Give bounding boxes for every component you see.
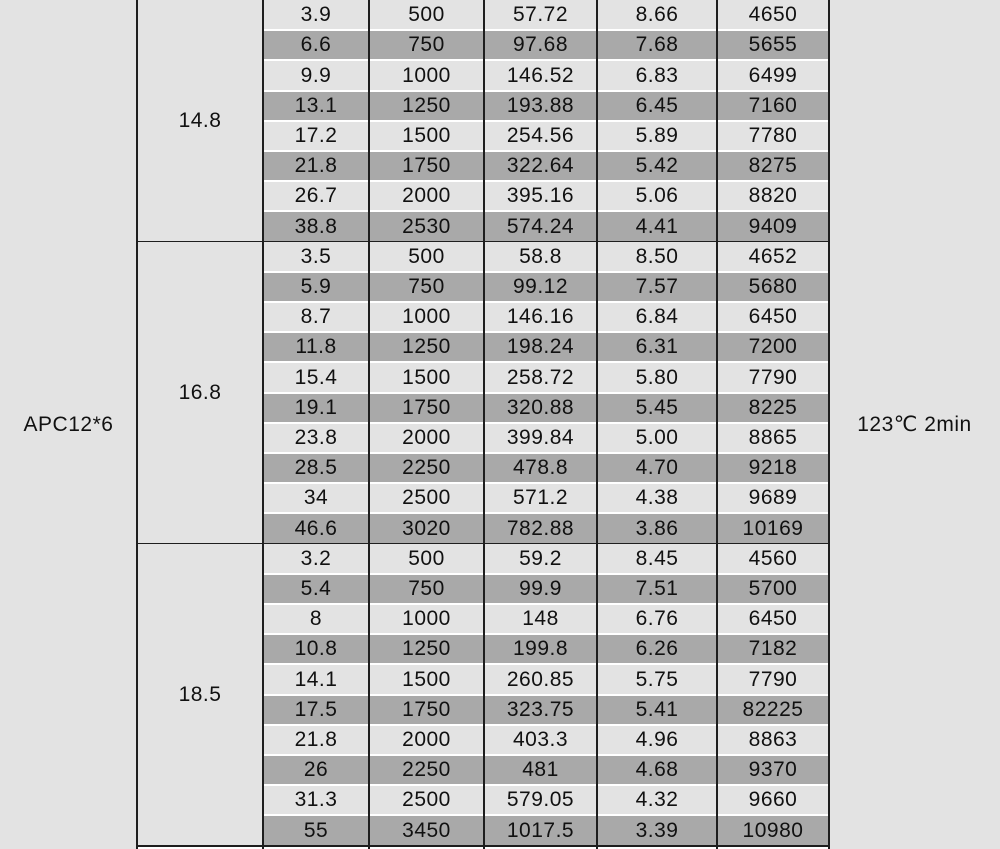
thrust-cell: 9660 <box>717 785 829 815</box>
column-divider <box>368 0 370 849</box>
row-divider <box>263 29 829 31</box>
efficiency-cell: 5.06 <box>597 181 717 211</box>
efficiency-cell: 8.45 <box>597 544 717 574</box>
efficiency-cell: 3.86 <box>597 513 717 544</box>
efficiency-cell: 6.31 <box>597 332 717 362</box>
power-cell: 99.9 <box>484 574 597 604</box>
thrust-cell: 5700 <box>717 574 829 604</box>
thrust-cell: 6450 <box>717 302 829 332</box>
thrust-cell: 5655 <box>717 30 829 60</box>
power-cell: 258.72 <box>484 362 597 393</box>
current-cell: 10.8 <box>263 634 369 664</box>
row-divider <box>263 361 829 363</box>
rpm-cell: 1000 <box>369 604 484 634</box>
rpm-cell: 1750 <box>369 695 484 725</box>
power-cell: 148 <box>484 604 597 634</box>
current-cell: 17.2 <box>263 121 369 151</box>
rpm-cell: 1000 <box>369 60 484 91</box>
efficiency-cell: 8.66 <box>597 0 717 30</box>
rpm-cell: 1750 <box>369 151 484 181</box>
thrust-cell: 8275 <box>717 151 829 181</box>
row-divider <box>263 512 829 514</box>
current-cell: 46.6 <box>263 513 369 544</box>
column-divider <box>828 0 830 849</box>
current-cell: 5.4 <box>263 574 369 604</box>
power-cell: 58.8 <box>484 242 597 272</box>
efficiency-cell: 4.32 <box>597 785 717 815</box>
thrust-cell: 9409 <box>717 211 829 242</box>
power-cell: 399.84 <box>484 423 597 453</box>
efficiency-cell: 5.41 <box>597 695 717 725</box>
thrust-cell: 7160 <box>717 91 829 121</box>
power-cell: 146.16 <box>484 302 597 332</box>
rpm-cell: 1500 <box>369 664 484 695</box>
thrust-cell: 10169 <box>717 513 829 544</box>
rpm-cell: 750 <box>369 272 484 302</box>
voltage-cell <box>137 242 263 544</box>
power-cell: 199.8 <box>484 634 597 664</box>
rpm-cell: 500 <box>369 242 484 272</box>
row-divider <box>263 392 829 394</box>
column-divider <box>262 0 264 849</box>
power-cell: 97.68 <box>484 30 597 60</box>
power-cell: 146.52 <box>484 60 597 91</box>
row-divider <box>263 754 829 756</box>
efficiency-cell: 5.45 <box>597 393 717 423</box>
current-cell: 3.2 <box>263 544 369 574</box>
condition-label: 123℃ 2min <box>857 413 972 436</box>
current-cell: 26 <box>263 755 369 785</box>
power-cell: 320.88 <box>484 393 597 423</box>
model-label: APC12*6 <box>23 412 114 436</box>
column-divider <box>716 0 718 849</box>
efficiency-cell: 5.80 <box>597 362 717 393</box>
row-divider <box>263 331 829 333</box>
power-cell: 322.64 <box>484 151 597 181</box>
efficiency-cell: 7.51 <box>597 574 717 604</box>
power-cell: 260.85 <box>484 664 597 695</box>
efficiency-cell: 6.45 <box>597 91 717 121</box>
rpm-cell: 1250 <box>369 332 484 362</box>
rpm-cell: 1000 <box>369 302 484 332</box>
row-divider <box>263 59 829 61</box>
power-cell: 99.12 <box>484 272 597 302</box>
current-cell: 21.8 <box>263 151 369 181</box>
voltage-cell <box>137 0 263 242</box>
row-divider <box>263 694 829 696</box>
rpm-cell: 1500 <box>369 121 484 151</box>
power-cell: 198.24 <box>484 332 597 362</box>
current-cell: 3.5 <box>263 242 369 272</box>
current-cell: 15.4 <box>263 362 369 393</box>
row-divider <box>263 573 829 575</box>
power-cell: 254.56 <box>484 121 597 151</box>
thrust-cell: 4650 <box>717 0 829 30</box>
efficiency-cell: 6.83 <box>597 60 717 91</box>
row-divider <box>263 814 829 816</box>
power-cell: 1017.5 <box>484 815 597 846</box>
row-divider <box>263 784 829 786</box>
current-cell: 8 <box>263 604 369 634</box>
row-divider <box>263 271 829 273</box>
power-cell: 323.75 <box>484 695 597 725</box>
rpm-cell: 500 <box>369 0 484 30</box>
thrust-cell: 6450 <box>717 604 829 634</box>
rpm-cell: 2000 <box>369 423 484 453</box>
column-divider <box>483 0 485 849</box>
power-cell: 193.88 <box>484 91 597 121</box>
efficiency-cell: 5.89 <box>597 121 717 151</box>
current-cell: 5.9 <box>263 272 369 302</box>
current-cell: 11.8 <box>263 332 369 362</box>
current-cell: 28.5 <box>263 453 369 483</box>
current-cell: 8.7 <box>263 302 369 332</box>
column-divider <box>596 0 598 849</box>
row-divider <box>263 452 829 454</box>
efficiency-cell: 7.68 <box>597 30 717 60</box>
efficiency-cell: 4.41 <box>597 211 717 242</box>
rpm-cell: 1750 <box>369 393 484 423</box>
rpm-cell: 1250 <box>369 634 484 664</box>
efficiency-cell: 7.57 <box>597 272 717 302</box>
efficiency-cell: 5.75 <box>597 664 717 695</box>
efficiency-cell: 4.96 <box>597 725 717 755</box>
thrust-cell: 10980 <box>717 815 829 846</box>
power-cell: 571.2 <box>484 483 597 513</box>
rpm-cell: 750 <box>369 30 484 60</box>
rpm-cell: 2250 <box>369 755 484 785</box>
row-divider <box>263 633 829 635</box>
efficiency-cell: 4.68 <box>597 755 717 785</box>
current-cell: 55 <box>263 815 369 846</box>
voltage-label: 18.5 <box>178 683 222 706</box>
voltage-cell <box>137 544 263 846</box>
row-divider <box>263 150 829 152</box>
power-cell: 59.2 <box>484 544 597 574</box>
power-cell: 57.72 <box>484 0 597 30</box>
power-cell: 579.05 <box>484 785 597 815</box>
voltage-label: 14.8 <box>178 109 222 132</box>
current-cell: 3.9 <box>263 0 369 30</box>
rpm-cell: 500 <box>369 544 484 574</box>
model-cell <box>0 0 137 849</box>
row-divider <box>263 301 829 303</box>
thrust-cell: 8225 <box>717 393 829 423</box>
thrust-cell: 8865 <box>717 423 829 453</box>
condition-cell <box>829 0 1000 849</box>
thrust-cell: 7200 <box>717 332 829 362</box>
current-cell: 26.7 <box>263 181 369 211</box>
efficiency-cell: 4.38 <box>597 483 717 513</box>
row-divider <box>263 603 829 605</box>
efficiency-cell: 5.42 <box>597 151 717 181</box>
efficiency-cell: 4.70 <box>597 453 717 483</box>
thrust-cell: 5680 <box>717 272 829 302</box>
thrust-cell: 8820 <box>717 181 829 211</box>
thrust-cell: 9689 <box>717 483 829 513</box>
row-divider <box>263 210 829 212</box>
thrust-cell: 4560 <box>717 544 829 574</box>
rpm-cell: 1500 <box>369 362 484 393</box>
current-cell: 21.8 <box>263 725 369 755</box>
thrust-cell: 7182 <box>717 634 829 664</box>
row-divider <box>263 120 829 122</box>
power-cell: 478.8 <box>484 453 597 483</box>
efficiency-cell: 5.00 <box>597 423 717 453</box>
current-cell: 6.6 <box>263 30 369 60</box>
rpm-cell: 2530 <box>369 211 484 242</box>
current-cell: 31.3 <box>263 785 369 815</box>
current-cell: 13.1 <box>263 91 369 121</box>
voltage-label: 16.8 <box>178 381 222 404</box>
efficiency-cell: 8.50 <box>597 242 717 272</box>
rpm-cell: 2500 <box>369 785 484 815</box>
efficiency-cell: 6.76 <box>597 604 717 634</box>
current-cell: 14.1 <box>263 664 369 695</box>
thrust-cell: 7780 <box>717 121 829 151</box>
thrust-cell: 7790 <box>717 664 829 695</box>
rpm-cell: 3450 <box>369 815 484 846</box>
rpm-cell: 2000 <box>369 181 484 211</box>
efficiency-cell: 6.84 <box>597 302 717 332</box>
rpm-cell: 3020 <box>369 513 484 544</box>
current-cell: 34 <box>263 483 369 513</box>
current-cell: 23.8 <box>263 423 369 453</box>
rpm-cell: 2000 <box>369 725 484 755</box>
current-cell: 38.8 <box>263 211 369 242</box>
thrust-cell: 4652 <box>717 242 829 272</box>
power-cell: 782.88 <box>484 513 597 544</box>
rpm-cell: 2500 <box>369 483 484 513</box>
row-divider <box>263 90 829 92</box>
current-cell: 19.1 <box>263 393 369 423</box>
thrust-cell: 8863 <box>717 725 829 755</box>
thrust-cell: 7790 <box>717 362 829 393</box>
row-divider <box>263 482 829 484</box>
power-cell: 481 <box>484 755 597 785</box>
rpm-cell: 2250 <box>369 453 484 483</box>
efficiency-cell: 3.39 <box>597 815 717 846</box>
current-cell: 17.5 <box>263 695 369 725</box>
thrust-cell: 6499 <box>717 60 829 91</box>
thrust-cell: 82225 <box>717 695 829 725</box>
efficiency-cell: 6.26 <box>597 634 717 664</box>
power-cell: 395.16 <box>484 181 597 211</box>
power-cell: 403.3 <box>484 725 597 755</box>
row-divider <box>263 663 829 665</box>
current-cell: 9.9 <box>263 60 369 91</box>
row-divider <box>263 180 829 182</box>
row-divider <box>263 422 829 424</box>
rpm-cell: 1250 <box>369 91 484 121</box>
thrust-cell: 9370 <box>717 755 829 785</box>
rpm-cell: 750 <box>369 574 484 604</box>
thrust-cell: 9218 <box>717 453 829 483</box>
column-divider <box>136 0 138 849</box>
power-cell: 574.24 <box>484 211 597 242</box>
row-divider <box>263 724 829 726</box>
